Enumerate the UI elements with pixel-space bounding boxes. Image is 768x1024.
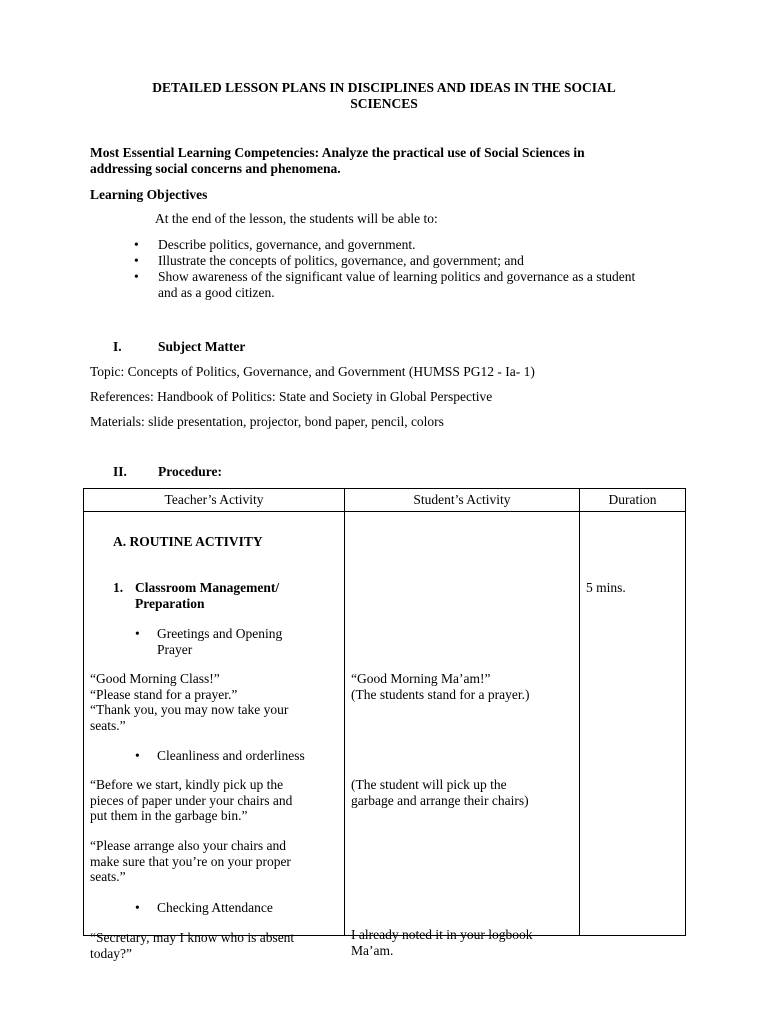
script-line: “Thank you, you may now take your — [90, 702, 289, 717]
student-response-cleanliness — [351, 777, 529, 808]
student-response-attendance — [351, 927, 532, 958]
duration-cell — [580, 512, 686, 936]
subject-materials: Materials: slide presentation, projector, bond paper, pencil, colors — [90, 414, 444, 429]
title-line-1: DETAILED LESSON PLANS IN DISCIPLINES AND IDEAS IN THE SOCIAL — [152, 80, 616, 95]
procedure-heading: Procedure: — [158, 464, 222, 479]
column-header-teacher: Teacher’s Activity — [84, 489, 345, 512]
sub-title-line-2: Preparation — [135, 595, 205, 611]
procedure-table — [83, 488, 686, 961]
procedure-numeral: II. — [113, 464, 127, 479]
response-line: (The student will pick up the — [351, 777, 507, 792]
title-line-2: SCIENCES — [350, 96, 418, 111]
script-line: “Before we start, kindly pick up the — [90, 777, 284, 792]
response-line: (The students stand for a prayer.) — [351, 686, 530, 702]
script-line: seats.” — [90, 717, 126, 733]
script-line: “Please arrange also your chairs and — [90, 838, 287, 853]
bullet-text: Prayer — [157, 641, 193, 657]
objectives-heading: Learning Objectives — [90, 187, 208, 202]
table-row — [84, 512, 686, 936]
teacher-activity-cell — [84, 512, 345, 961]
column-header-student: Student’s Activity — [345, 489, 580, 512]
bullet-attendance — [135, 900, 273, 916]
routine-activity-heading: A. ROUTINE ACTIVITY — [113, 534, 263, 549]
subject-topic: Topic: Concepts of Politics, Governance, and Government (HUMSS PG12 - Ia- 1) — [90, 364, 535, 379]
bullet-cleanliness — [135, 748, 305, 764]
teacher-script-chairs — [90, 838, 291, 885]
response-line: I already noted it in your logbook — [351, 927, 533, 942]
table-header-row — [84, 489, 686, 512]
response-line: garbage and arrange their chairs) — [351, 792, 529, 808]
melc-statement — [90, 145, 690, 176]
melc-line-1: Most Essential Learning Competencies: Analyze the practical use of Social Sciences in — [90, 145, 585, 160]
objectives-intro: At the end of the lesson, the students will be able to: — [155, 211, 438, 226]
subject-matter-heading: Subject Matter — [158, 339, 246, 354]
subject-references: References: Handbook of Politics: State and Society in Global Perspective — [90, 389, 493, 404]
subject-matter-numeral: I. — [113, 339, 122, 354]
script-line: “Please stand for a prayer.” — [90, 686, 238, 702]
script-line: make sure that you’re on your proper — [90, 853, 291, 869]
objective-item: • Illustrate the concepts of politics, governance, and government; and — [134, 253, 654, 269]
teacher-script-cleanliness — [90, 777, 292, 824]
student-activity-cell — [345, 512, 580, 958]
teacher-script-greeting — [90, 671, 288, 733]
sub-number: 1. — [113, 580, 124, 595]
bullet-text: • Cleanliness and orderliness — [157, 748, 305, 763]
column-header-duration: Duration — [580, 489, 686, 512]
response-line: Ma’am. — [351, 942, 394, 958]
script-line: today?” — [90, 945, 132, 961]
bullet-text: • Greetings and Opening — [157, 626, 283, 641]
script-line: pieces of paper under your chairs and — [90, 792, 293, 808]
script-line: put them in the garbage bin.” — [90, 808, 248, 823]
script-line: “Secretary, may I know who is absent — [90, 930, 295, 945]
document-title — [0, 80, 768, 112]
teacher-script-attendance — [90, 930, 294, 961]
bullet-text: • Checking Attendance — [157, 900, 273, 915]
student-response-greeting — [351, 671, 529, 702]
script-line: seats.” — [90, 869, 126, 884]
melc-line-2: addressing social concerns and phenomena. — [90, 160, 341, 176]
bullet-greetings — [135, 626, 282, 657]
classroom-management-heading — [135, 580, 279, 611]
objective-item: • Show awareness of the significant value of learning politics and governance as a student and as a good citizen. — [134, 269, 654, 300]
response-line: “Good Morning Ma’am!” — [351, 671, 491, 686]
sub-title-line-1: Classroom Management/ — [135, 580, 280, 595]
objectives-list — [134, 237, 654, 300]
duration-value: 5 mins. — [586, 580, 626, 595]
script-line: “Good Morning Class!” — [90, 671, 220, 686]
objective-item: • Describe politics, governance, and government. — [134, 237, 654, 253]
